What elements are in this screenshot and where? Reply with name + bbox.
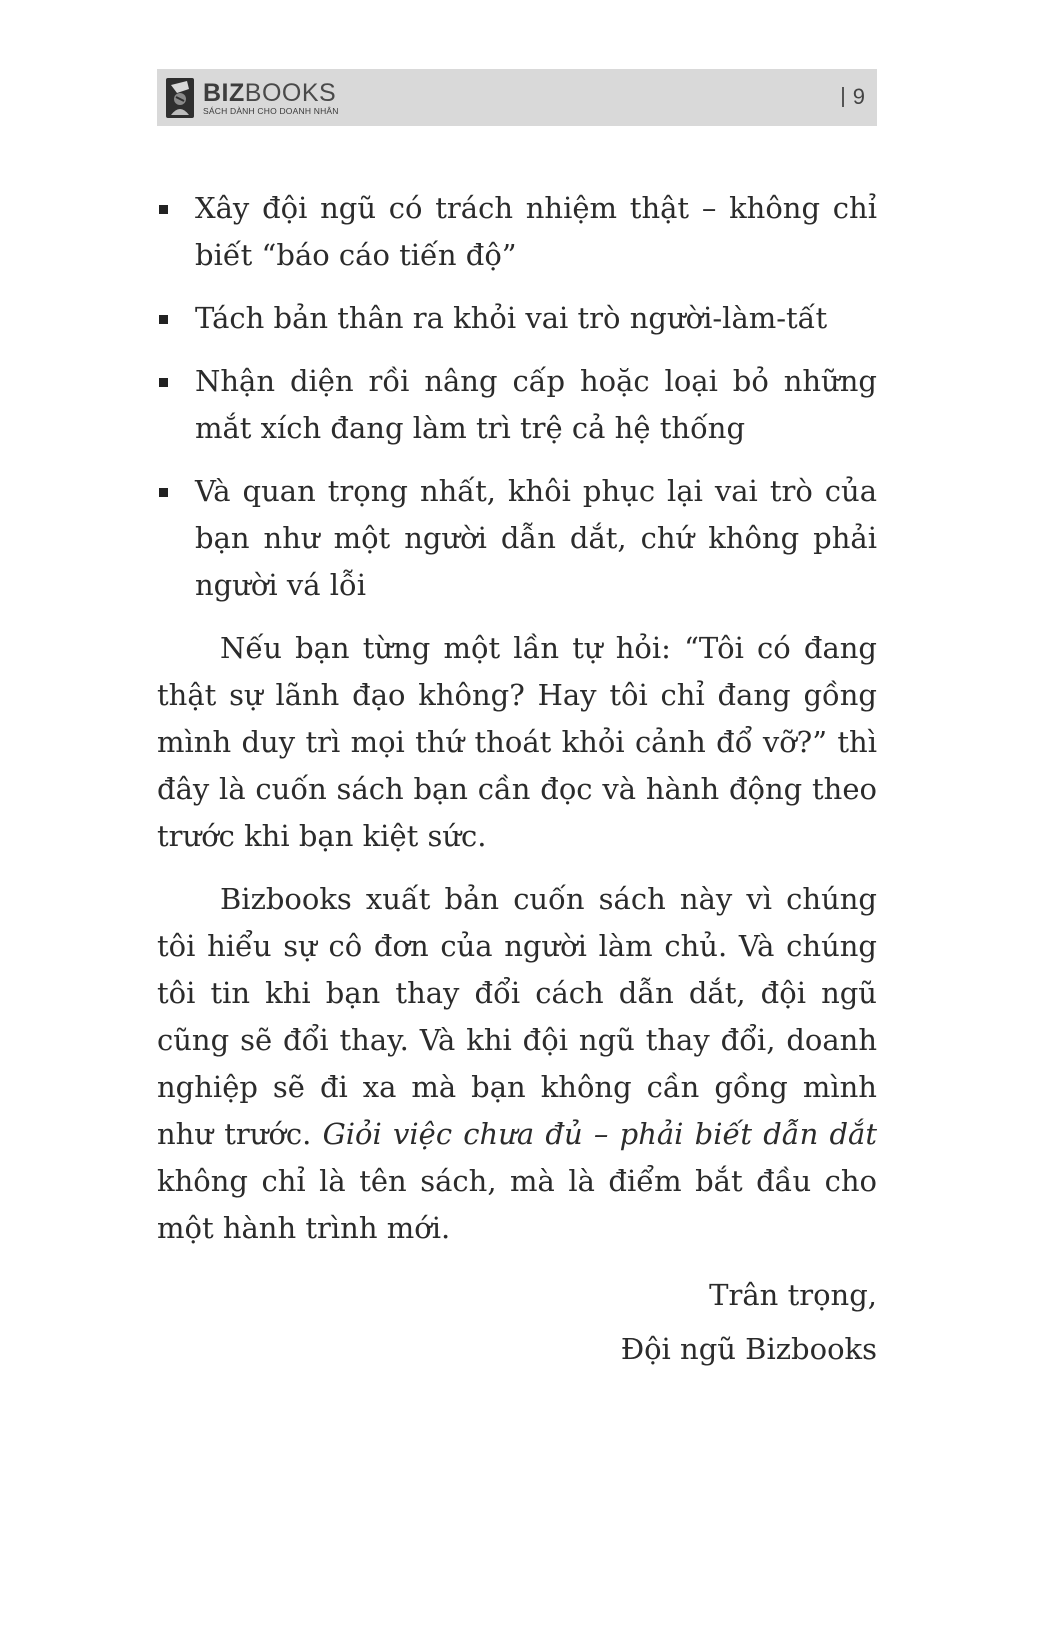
page-number-value: 9: [852, 84, 865, 109]
brand-name-light: BOOKS: [244, 79, 337, 107]
paragraph-question: Nếu bạn từng một lần tự hỏi: “Tôi có đang thật sự lãnh đạo không? Hay tôi chỉ đang gồng mình duy trì mọi thứ thoát khỏi cảnh đổ vỡ?” thì đây là cuốn sách bạn cần đọc và hành động theo trước khi bạn kiệt sức.: [157, 631, 877, 853]
paragraph-text: không chỉ là tên sách, mà là điểm bắt đầu cho một hành trình mới.: [157, 1164, 877, 1245]
book-title-italic: Giỏi việc chưa đủ – phải biết dẫn dắt: [322, 1117, 877, 1151]
page-header: [157, 69, 877, 126]
brand-tagline: SÁCH DÀNH CHO DOANH NHÂN: [203, 106, 339, 116]
bizbooks-logo-icon: [165, 77, 195, 119]
list-item-text: Xây đội ngũ có trách nhiệm thật – không chỉ biết “báo cáo tiến độ”: [195, 191, 877, 272]
paragraph-publisher-note: [157, 876, 877, 1252]
paragraph-text: Bizbooks xuất bản cuốn sách này vì chúng tôi hiểu sự cô đơn của người làm chủ. Và chúng tôi tin khi bạn thay đổi cách dẫn dắt, đội ngũ cũng sẽ đổi thay. Và khi đội ngũ thay đổi, doanh nghiệp sẽ đi xa mà bạn không cần gồng mình như trước.: [157, 882, 877, 1151]
brand-name-bold: BIZ: [203, 79, 245, 107]
closing-signature: Đội ngũ Bizbooks: [620, 1332, 877, 1366]
list-item: [157, 358, 877, 452]
page-number-divider: [842, 87, 844, 107]
bullet-list: [157, 185, 877, 609]
list-item-text: Và quan trọng nhất, khôi phục lại vai trò của bạn như một người dẫn dắt, chứ không phải người vá lỗi: [195, 474, 877, 602]
bullet-square-icon: [159, 378, 168, 387]
bizbooks-logo: [165, 75, 339, 121]
list-item-text: Nhận diện rồi nâng cấp hoặc loại bỏ những mắt xích đang làm trì trệ cả hệ thống: [195, 364, 877, 445]
page-body: [157, 185, 877, 1376]
bullet-square-icon: [159, 205, 168, 214]
page-number: [842, 85, 865, 109]
brand-name: [203, 80, 339, 106]
list-item-text: Tách bản thân ra khỏi vai trò người-làm-tất: [195, 301, 828, 335]
closing-salutation: Trân trọng,: [709, 1278, 877, 1312]
list-item: [157, 185, 877, 279]
list-item: [157, 295, 877, 342]
bullet-square-icon: [159, 315, 168, 324]
list-item: [157, 468, 877, 609]
bullet-square-icon: [159, 488, 168, 497]
